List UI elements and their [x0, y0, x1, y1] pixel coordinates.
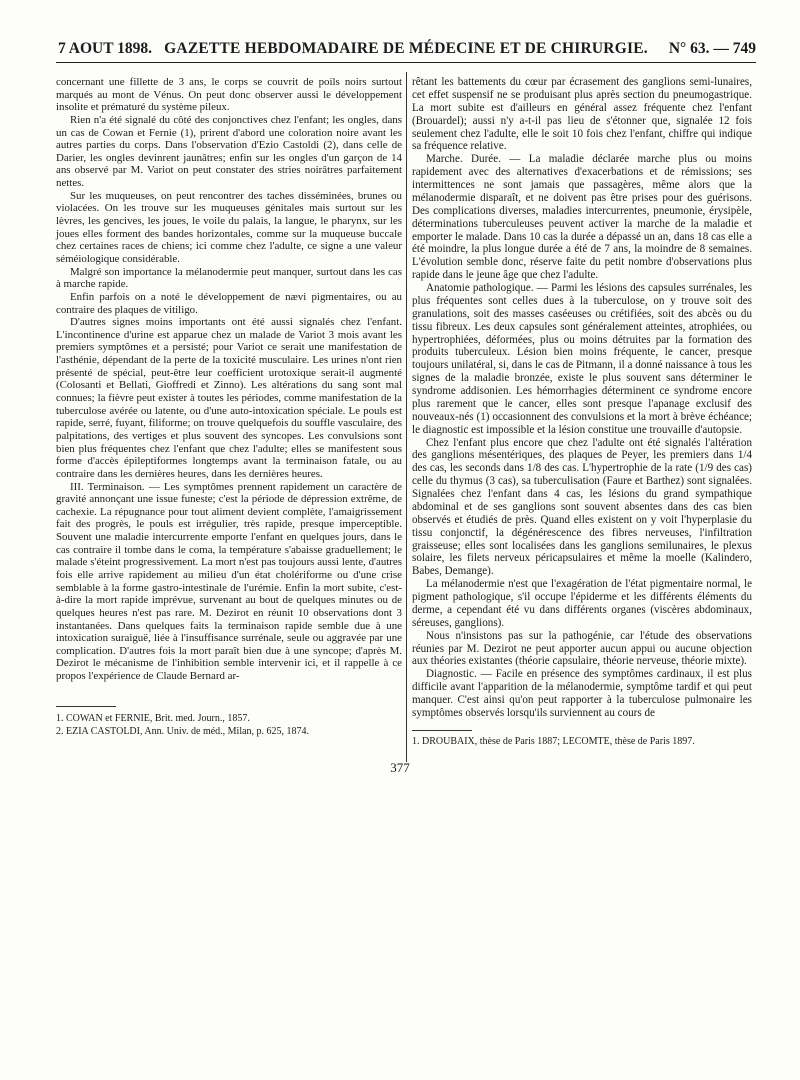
- footnotes-right: [412, 735, 752, 748]
- paragraph: concernant une fillette de 3 ans, le corps se couvrit de poils noirs surtout marqués au mont de Vénus. On peut donc observer aussi le développement insolite et prématuré du système pileux.: [56, 76, 402, 114]
- footnote: 1. COWAN et FERNIE, Brit. med. Journ., 1857.: [56, 713, 250, 724]
- paragraph: Sur les muqueuses, on peut rencontrer des taches disséminées, brunes ou violacées. On les trouve sur les muqueuses génitales mais surtout sur les lèvres, les gencives, les joues, le voile du palais, la langue, le pharynx, sur les joues elles forment des bandes horizontales, comme sur la muqueuse buccale chez certaines races de chiens; ici comme chez l'adulte, ce signe a une valeur séméiologique considérable.: [56, 189, 402, 265]
- paragraph: Anatomie pathologique. — Parmi les lésions des capsules surrénales, les plus fréquentes sont celles dues à la tuberculose, on y trouve soit des granulations, soit des masses caséeuses ou crétifiées, soit des abcès ou du tissu fibreux. Les deux capsules sont généralement atteintes, atrophiées, ou hypertrophiées, déformées, plus ou moins détruites par la formation des produits tuberculeux. Lésion bien moins fréquente, le cancer, presque toujours unilatéral, si, dans le cas de Pitmann, il a donné naissance à tous les signes de la maladie bronzée, existe le plus souvent sans déterminer le syndrome addisonien. Les hémorrhagies déterminent ce syndrome encore plus rarement que le cancer, elles sont presque l'apanage exclusif des nouveaux-nés (1) occasionnent des convulsions et la mort à brève échéance; le diagnostic est impossible et la lésion constitue une trouvaille d'autopsie.: [412, 282, 752, 436]
- paragraph: Diagnostic. — Facile en présence des symptômes cardinaux, il est plus difficile avant l'apparition de la mélanodermie, symptôme tardif et qui peut manquer. C'est ainsi qu'on peut rapporter à la tuberculose pulmonaire les symptômes observés lorsqu'ils surviennent au cours de: [412, 668, 752, 719]
- paragraph: Rien n'a été signalé du côté des conjonctives chez l'enfant; les ongles, dans un cas de Cowan et Fernie (1), prirent d'abord une coloration noire avant les autres parties du corps. Dans l'observation d'Ezio Castoldi (2), dans celle de Darier, les ongles devinrent jaunâtres; enfin sur les ongles d'un garçon de 14 ans observé par M. Variot on peut constater des stries noirâtres parfaitement nettes.: [56, 113, 402, 190]
- running-header: [56, 38, 756, 63]
- journal-title: GAZETTE HEBDOMADAIRE DE MÉDECINE ET DE CHIRURGIE.: [164, 40, 648, 57]
- footnote: 2. EZIA CASTOLDI, Ann. Univ. de méd., Milan, p. 625, 1874.: [56, 726, 310, 737]
- issue-number: N° 63. — 749: [668, 40, 756, 57]
- paragraph: La mélanodermie n'est que l'exagération de l'état pigmentaire normal, le pigment pathologique, s'il occupe l'épiderme et les différents éléments du derme, a cependant été vu dans différents organes (viscères abdominaux, séreuses, ganglions).: [412, 578, 752, 629]
- paragraph: Enfin parfois on a noté le développement de nævi pigmentaires, ou au contraire des plaques de vitiligo.: [56, 290, 402, 316]
- paragraph: Nous n'insistons pas sur la pathogénie, car l'étude des observations réunies par M. Dezirot ne peut apporter aucun appui ou aucune objection aux théories existantes (théorie capsulaire, théorie nerveuse, théorie mixte).: [412, 629, 752, 668]
- footnote-separator: [56, 706, 116, 707]
- paragraph: D'autres signes moins importants ont été aussi signalés chez l'enfant. L'incontinence d'urine est apparue chez un malade de Variot 3 mois avant les premiers symptômes et a persisté; pour Variot ce serait une manifestation de l'asthénie, dépendant de la perte de la toxicité musculaire. Les urines n'ont rien présenté de spécial, peut-être leur coefficient urotoxique serait-il augmenté (Colosanti et Bellati, Gioffredi et Zinno). Les altérations du sang sont mal connues; la fièvre peut exister à toutes les périodes, comme manifestation de la tuberculose avérée ou latente, ou d'une auto-intoxication spéciale. Le pouls est rapide, serré, fuyant, filiforme; on trouve quelquefois du souffle vasculaire, des palpitations, des vertiges et plus souvent des syncopes. Les convulsions sont bien plus fréquentes chez l'enfant que chez l'adulte; elles se manifestent sous forme d'accès épileptiformes longtemps avant la terminaison fatale, ou au contraire dans les dernières heures, dans les dernières heures.: [56, 316, 402, 480]
- footnotes-left: [56, 712, 402, 738]
- paragraph: rêtant les battements du cœur par écrasement des ganglions semi-lunaires, cet effet suspensif ne se produisant plus après section du pneumogastrique. La mort subite est d'ailleurs en général assez fréquente chez l'enfant (Brouardel); aussi n'y a-t-il pas lieu de s'étonner que, signalée 12 fois seulement chez l'adulte, elle le soit 10 fois chez l'enfant, chiffre qui indique sa fréquence relative.: [412, 76, 752, 153]
- page-number: 377: [390, 760, 410, 775]
- footnote: 1. DROUBAIX, thèse de Paris 1887; LECOMTE, thèse de Paris 1897.: [412, 736, 695, 747]
- issue-date: 7 AOUT 1898.: [58, 40, 153, 57]
- footnote-separator: [412, 730, 472, 731]
- paragraph: Marche. Durée. — La maladie déclarée marche plus ou moins rapidement avec des alternatives d'exacerbations et de rémissions; ses intermittences ne sont jamais que passagères, même alors que la mélanodermie disparaît, et ne doivent pas être prises pour des guérisons. Des complications diverses, maladies intercurrentes, pneumonie, érysipèle, déterminations tuberculeuses peuvent activer la marche de la maladie et emporter le malade. Dans 10 cas la durée a dépassé un an, dans 18 cas elle a été moindre, la plus longue durée a été de 7 ans, la moindre de 8 semaines. L'évolution semble donc, réserve faite du petit nombre d'observations plus rapide dans le jeune âge que chez l'adulte.: [412, 153, 752, 282]
- paragraph: III. Terminaison. — Les symptômes prennent rapidement un caractère de gravité annonçant une issue funeste; c'est la période de dépression extrême, de cachexie. La répugnance pour tout aliment devient complète, l'amaigrissement fait des progrès, le pouls est irrégulier, très rapide, presque imperceptible. Souvent une maladie intercurrente emporte l'enfant en quelques jours, dans le cas contraire il tombe dans le coma, la température s'abaisse graduellement; le malade s'éteint progressivement. La mort n'est pas toujours aussi lente, d'autres fois elle arrive rapidement au milieu d'un état cholériforme ou d'une crise semblable à la forme gastro-intestinale de l'urémie. Enfin la mort subite, c'est-à-dire la mort rapide imprévue, survenant au bout de quelques minutes ou de quelques heures n'est pas rare. M. Dezirot en réunit 10 observations dont 3 instantanées. Dans quelques faits la terminaison rapide semble due à une intoxication suraiguë, liée à l'insuffisance surrénale, seule ou aggravée par une complication. D'autres fois la mort paraît bien due à une syncope; d'après M. Dezirot le mécanisme de l'inhibition semble intervenir ici, et il rappelle à ce propos l'expérience de Claude Bernard ar-: [56, 480, 402, 683]
- column-rule: [406, 72, 407, 762]
- paragraph: Malgré son importance la mélanodermie peut manquer, surtout dans les cas à marche rapide.: [56, 265, 402, 291]
- paragraph: Chez l'enfant plus encore que chez l'adulte ont été signalés l'altération des ganglions mésentériques, des plaques de Peyer, les premiers dans 1/4 des cas, les seconds dans 1/8 des cas. L'hypertrophie de la rate (1/9 des cas) celle du thymus (3 cas), sa tuberculisation (Faure et Barthez) sont signalées. Signalées chez l'enfant dans 4 cas, les lésions du grand sympathique abdominal et de ses ganglions sont souvent absentes dans des cas bien observés et étudiés de près. Quand elles existent on y voit l'hyperplasie du tissu conjonctif, la dégénérescence des fibres nerveuses, l'infiltration graisseuse; elles sont localisées dans les ganglions semilunaires, le plexus solaire, les filets nerveux péricapsulaires et même la moelle (Kalindero, Babes, Demange).: [412, 436, 752, 578]
- left-column: [56, 76, 402, 683]
- right-column: [412, 76, 752, 720]
